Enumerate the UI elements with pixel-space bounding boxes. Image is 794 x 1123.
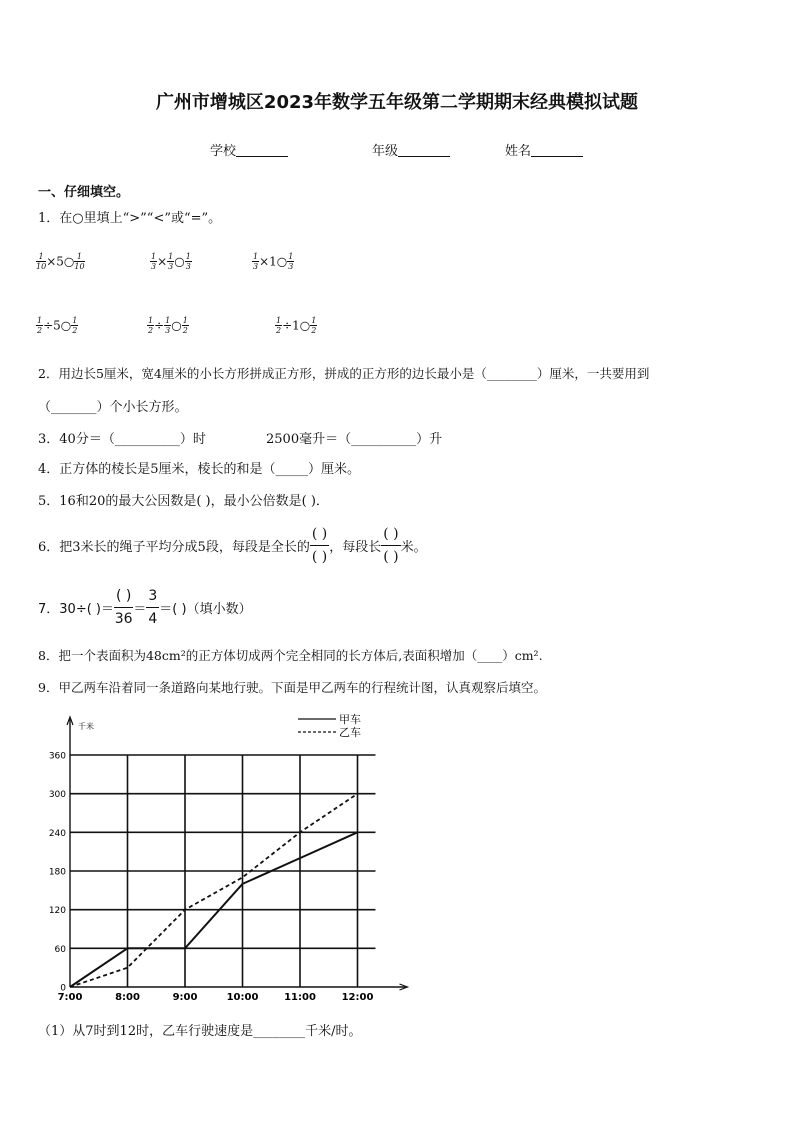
q1-expression-5[interactable]: $\frac{1}{2}$ ÷ $\frac{1}{3}$ ○ $\frac{1}{2}$ [148, 316, 188, 335]
q1-expression-4[interactable]: $\frac{1}{2}$ ÷5○ $\frac{1}{2}$ [37, 316, 78, 335]
question-2-line-2: （_______）个小长方形。 [38, 400, 188, 415]
school-blank[interactable] [236, 142, 288, 157]
name-blank[interactable] [531, 142, 583, 157]
y-tick-label: 360 [48, 751, 66, 762]
x-tick-label: 11:00 [284, 992, 316, 1003]
name-label: 姓名 [505, 144, 532, 159]
school-field[interactable] [210, 140, 288, 159]
question-3b: 2500毫升＝（__________）升 [266, 432, 443, 447]
chart-ticks [49, 752, 374, 1004]
question-4: 4．正方体的棱长是5厘米，棱长的和是（_____）厘米。 [38, 462, 361, 477]
question-1: 1．在○里填上“>”“<”或“=”。 [38, 211, 222, 226]
legend-label-2: 乙车 [339, 726, 361, 739]
question-7: 7．30÷( )＝ $\frac{( )}{36}$ ＝ $\frac{3}{4}$ ＝( )（填小数） [38, 584, 252, 630]
q7-fraction-2: $\frac{3}{4}$ [146, 585, 159, 630]
legend-label-1: 甲车 [339, 713, 361, 726]
question-9-part-1: （1）从7时到12时，乙车行驶速度是________千米/时。 [38, 1024, 362, 1039]
chart-series [70, 794, 358, 987]
y-tick-label: 240 [48, 828, 66, 839]
x-tick-label: 9:00 [172, 992, 198, 1003]
x-tick-label: 7:00 [57, 992, 83, 1003]
y-tick-label: 300 [48, 790, 66, 801]
chart-grid [70, 755, 376, 987]
y-tick-label: 60 [54, 944, 66, 955]
question-6: 6．把3米长的绳子平均分成5段，每段是全长的 $\frac{( )}{( )}$ ，每段长 $\frac{( )}{( )}$ 米。 [38, 522, 427, 568]
chart-legend [298, 713, 361, 739]
grade-blank[interactable] [398, 142, 450, 157]
y-tick-label: 120 [48, 906, 66, 917]
q6-fraction-blank-2[interactable]: $\frac{( )}{( )}$ [381, 523, 400, 568]
school-label: 学校 [210, 144, 237, 159]
q1-expression-2[interactable]: $\frac{1}{3}$ × $\frac{1}{3}$ ○ $\frac{1}{3}$ [151, 252, 191, 271]
question-3a: 3．40分＝（__________）时 [38, 432, 206, 447]
section-heading: 一、仔细填空。 [38, 185, 130, 200]
name-field[interactable] [505, 140, 583, 159]
grade-label: 年级 [372, 144, 399, 159]
question-2-line-1: 2．用边长5厘米，宽4厘米的小长方形拼成正方形，拼成的正方形的边长最小是（________）厘米，一共要用到 [38, 366, 650, 381]
q1-expression-6[interactable]: $\frac{1}{2}$ ÷1○ $\frac{1}{2}$ [276, 316, 317, 335]
q1-expression-3[interactable]: $\frac{1}{3}$ ×1○ $\frac{1}{3}$ [253, 252, 294, 271]
question-5: 5．16和20的最大公因数是( )，最小公倍数是( )． [38, 494, 329, 509]
question-8: 8．把一个表面积为48cm²的正方体切成两个完全相同的长方体后,表面积增加（____）cm². [38, 648, 543, 663]
travel-line-chart [30, 705, 430, 1010]
q1-expression-1[interactable]: $\frac{1}{10}$ ×5○ $\frac{1}{10}$ [36, 252, 85, 271]
x-tick-label: 8:00 [115, 992, 140, 1003]
y-tick-label: 180 [48, 867, 66, 878]
y-axis-label: 千米 [78, 722, 94, 731]
question-9: 9．甲乙两车沿着同一条道路向某地行驶。下面是甲乙两车的行程统计图，认真观察后填空。 [38, 680, 546, 695]
q7-fraction-1[interactable]: $\frac{( )}{36}$ [114, 585, 133, 630]
x-tick-label: 12:00 [341, 992, 374, 1003]
q6-fraction-blank-1[interactable]: $\frac{( )}{( )}$ [310, 523, 329, 568]
page-title: 广州市增城区2023年数学五年级第二学期期末经典模拟试题 [155, 92, 639, 113]
y-tick-label: 0 [60, 983, 66, 994]
grade-field[interactable] [372, 140, 450, 159]
x-tick-label: 10:00 [226, 992, 259, 1003]
